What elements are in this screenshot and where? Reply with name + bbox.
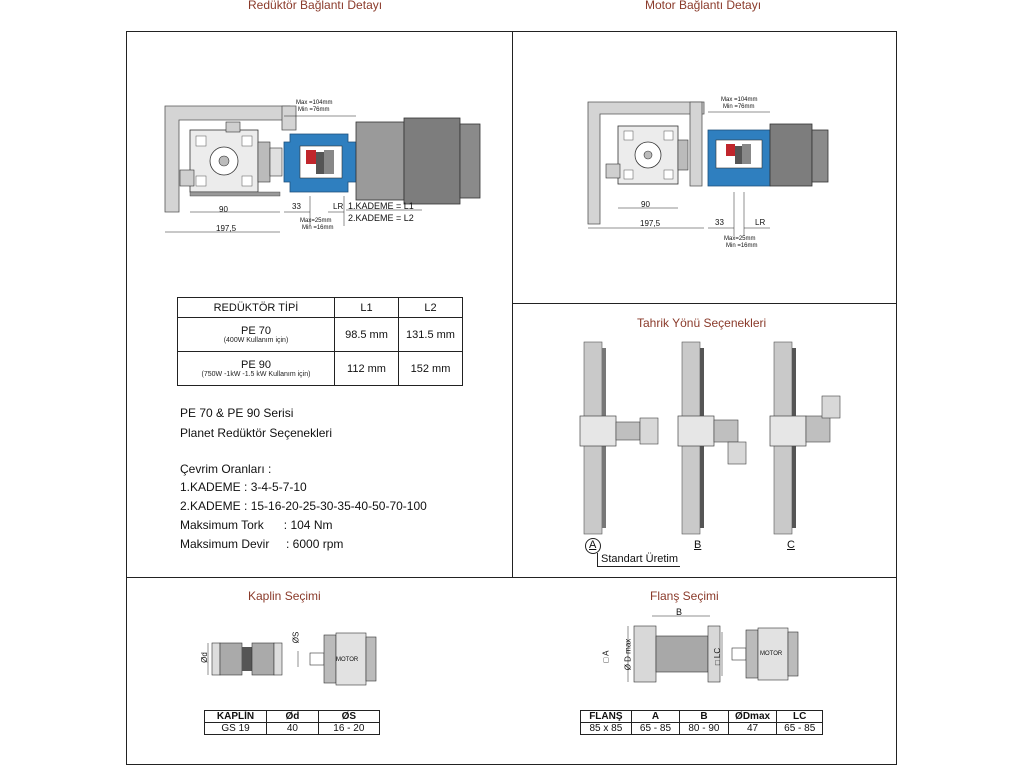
coupling-cell-kaplin: GS 19 [205, 723, 267, 735]
reducer-table-header-l1: L1 [335, 298, 399, 318]
reducer-l1-cell: 98.5 mm [335, 318, 399, 352]
motor-dim-33: 33 [715, 218, 724, 227]
coupling-selection-title: Kaplin Seçimi [248, 589, 321, 603]
max-torque: Maksimum Tork : 104 Nm [180, 518, 333, 532]
reducer-l2-cell: 131.5 mm [399, 318, 463, 352]
reducer-stage2-label: 2.KADEME = L2 [348, 213, 414, 223]
motor-connection-title: Motor Bağlantı Detayı [645, 0, 762, 12]
flange-cell-flans: 85 x 85 [581, 723, 632, 735]
coupling-cell-os: 16 - 20 [318, 723, 379, 735]
reducer-table [177, 297, 463, 386]
series-line-2: Planet Redüktör Seçenekleri [180, 426, 333, 440]
reducer-dim-90: 90 [219, 205, 228, 214]
motor-dim-197: 197,5 [640, 219, 661, 228]
reducer-max25: Max=25mm [300, 218, 332, 224]
ratios-stage1: 1.KADEME : 3-4-5-7-10 [180, 480, 307, 494]
reducer-type-name: PE 90 [241, 359, 271, 371]
option-a-label: A [589, 539, 597, 551]
motor-dim-90: 90 [641, 200, 650, 209]
flange-a-label: □ A [601, 650, 611, 663]
reducer-stage1-label: 1.KADEME = L1 [348, 201, 414, 211]
flange-motor-label: MOTOR [760, 651, 783, 657]
flange-lc-label: □ LC [713, 647, 723, 666]
flange-table [580, 710, 823, 735]
flange-header-dmax: ØDmax [728, 711, 777, 723]
flange-header-a: A [631, 711, 679, 723]
table-row [178, 352, 463, 386]
motor-min16: Min =16mm [726, 243, 758, 249]
option-b-label: B [694, 539, 702, 551]
flange-selection-title: Flanş Seçimi [650, 589, 719, 603]
coupling-header-kaplin: KAPLİN [205, 711, 267, 723]
motor-max-label: Max =104mm [721, 97, 758, 103]
coupling-os-label: ØS [291, 631, 301, 644]
motor-connection-drawing [584, 96, 834, 236]
ratios-title: Çevrim Oranları : [180, 462, 272, 476]
divider-vertical [512, 31, 513, 577]
coupling-cell-od: 40 [267, 723, 319, 735]
table-row [205, 723, 380, 735]
motor-max25: Max=25mm [724, 236, 756, 242]
motor-min-label: Min =76mm [723, 104, 755, 110]
flange-dmax-label: Ø D max [623, 638, 633, 671]
table-row [581, 723, 823, 735]
coupling-header-od: Ød [267, 711, 319, 723]
reducer-max-label: Max =104mm [296, 100, 333, 106]
standard-production-label: Standart Üretim [597, 553, 680, 567]
reducer-dim-197: 197,5 [216, 224, 237, 233]
flange-cell-lc: 65 - 85 [777, 723, 823, 735]
reducer-dim-33: 33 [292, 202, 301, 211]
series-line-1: PE 70 & PE 90 Serisi [180, 406, 294, 420]
flange-cell-dmax: 47 [728, 723, 777, 735]
reducer-min16: Min =16mm [302, 225, 334, 231]
table-row [178, 318, 463, 352]
reducer-connection-title: Redüktör Bağlantı Detayı [248, 0, 383, 12]
reducer-dim-lr: LR [333, 202, 344, 211]
motor-dim-lr: LR [755, 218, 766, 227]
coupling-od-label: Ød [199, 652, 209, 663]
reducer-l2-cell: 152 mm [399, 352, 463, 386]
max-speed: Maksimum Devir : 6000 rpm [180, 537, 344, 551]
reducer-type-cell [178, 352, 335, 386]
reducer-min-label: Min =76mm [298, 107, 330, 113]
coupling-motor-label: MOTOR [336, 657, 359, 663]
reducer-type-note: (400W Kullanım için) [223, 337, 289, 344]
flange-header-lc: LC [777, 711, 823, 723]
flange-header-flans: FLANŞ [581, 711, 632, 723]
coupling-header-os: ØS [318, 711, 379, 723]
reducer-l1-cell: 112 mm [335, 352, 399, 386]
divider-right-middle [512, 303, 897, 304]
flange-cell-b: 80 - 90 [680, 723, 728, 735]
option-c-label: C [787, 539, 795, 551]
drive-direction-drawing [560, 338, 880, 538]
ratios-stage2: 2.KADEME : 15-16-20-25-30-35-40-50-70-100 [180, 499, 427, 513]
reducer-type-note: (750W -1kW -1.5 kW Kullanım için) [201, 371, 311, 378]
reducer-type-cell [178, 318, 335, 352]
flange-header-b: B [680, 711, 728, 723]
flange-b-label: B [676, 607, 683, 617]
reducer-table-header-l2: L2 [399, 298, 463, 318]
divider-horizontal [126, 577, 897, 578]
drive-direction-title: Tahrik Yönü Seçenekleri [637, 316, 767, 330]
reducer-type-name: PE 70 [241, 325, 271, 337]
flange-cell-a: 65 - 85 [631, 723, 679, 735]
coupling-table [204, 710, 380, 735]
reducer-table-header-type: REDÜKTÖR TİPİ [178, 298, 335, 318]
